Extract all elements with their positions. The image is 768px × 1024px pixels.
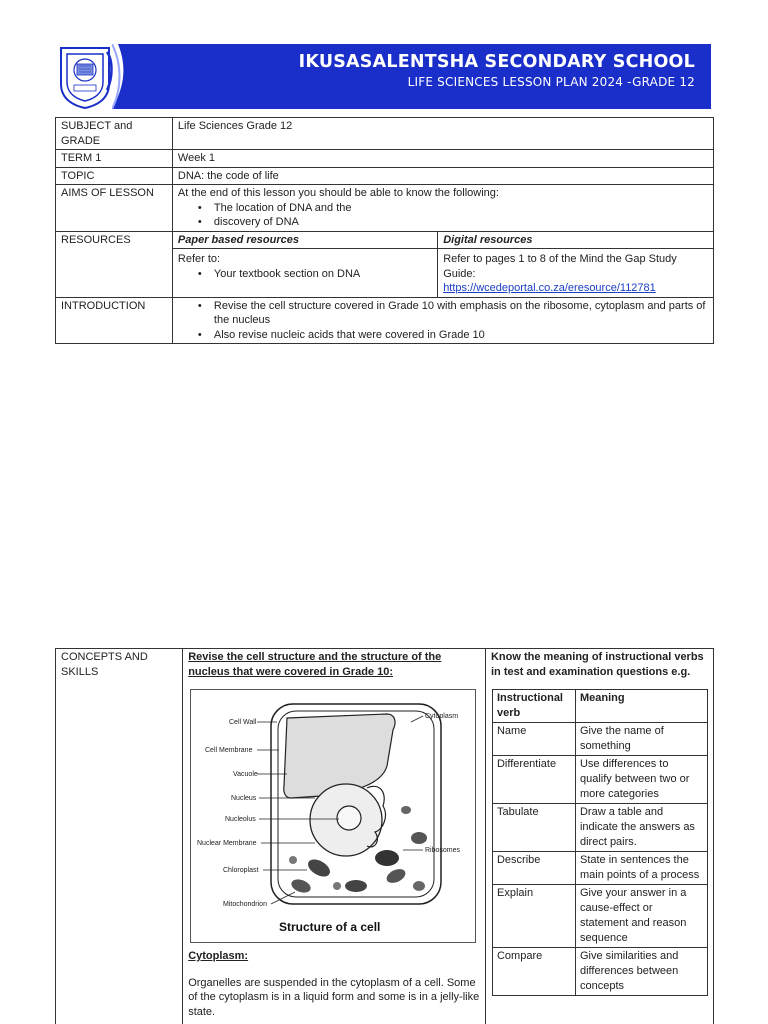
table-row: [56, 150, 714, 168]
aims-label: AIMS OF LESSON: [56, 185, 173, 232]
verbs-heading: Know the meaning of instructional verbs in test and examination questions e.g.: [490, 651, 704, 678]
introduction-list: [178, 299, 708, 343]
meaning-cell: Give your answer in a cause-effect or statement and reason sequence: [575, 885, 707, 948]
digital-resources-cell: [438, 249, 714, 298]
list-item: • discovery of DNA: [178, 215, 708, 230]
digital-resources-heading: Digital resources: [438, 231, 714, 249]
verb-cell: Name: [492, 723, 575, 756]
figure-caption: Structure of a cell: [279, 920, 381, 934]
aims-intro: At the end of this lesson you should be able to know the following:: [177, 187, 499, 199]
list-item: • Revise the cell structure covered in Grade 10 with emphasis on the ribosome, cytoplasm and parts of the nucleus: [178, 299, 708, 328]
verb-cell: Tabulate: [492, 804, 575, 852]
term-label: TERM 1: [56, 150, 173, 168]
aims-cell: [172, 185, 713, 232]
aims-list: [178, 201, 708, 230]
list-item: • Also revise nucleic acids that were covered in Grade 10: [178, 328, 708, 343]
term-value: Week 1: [172, 150, 713, 168]
concepts-cell: [183, 649, 486, 1024]
cell-structure-diagram: [190, 689, 476, 943]
subject-label: SUBJECT and GRADE: [56, 118, 173, 150]
verbs-col2-header: Meaning: [575, 690, 707, 723]
table-row: [56, 167, 714, 185]
list-item: • The location of DNA and the: [178, 201, 708, 216]
school-name: IKUSASALENTSHA SECONDARY SCHOOL: [298, 52, 695, 72]
label-chloroplast: Chloroplast: [223, 867, 259, 874]
resources-label: RESOURCES: [56, 231, 173, 297]
table-row: [56, 297, 714, 344]
verb-cell: Compare: [492, 948, 575, 996]
table-row: [492, 690, 707, 723]
table-row: [56, 185, 714, 232]
label-cytoplasm: Cytoplasm: [425, 713, 459, 720]
paper-list: [178, 267, 432, 282]
label-nucleolus: Nucleolus: [225, 816, 256, 823]
paper-refer: Refer to:: [177, 253, 221, 265]
label-vacuole: Vacuole: [233, 771, 258, 778]
label-cell-membrane: Cell Membrane: [205, 747, 253, 754]
revise-heading: Revise the cell structure and the structure of the nucleus that were covered in Grade 10:: [188, 651, 442, 678]
table-row: [492, 885, 707, 948]
introduction-label: INTRODUCTION: [56, 297, 173, 344]
table-row: [492, 852, 707, 885]
table-row: [56, 231, 714, 249]
verbs-cell: [485, 649, 713, 1024]
table-row: [492, 756, 707, 804]
table-row: [56, 118, 714, 150]
lesson-plan-subtitle: LIFE SCIENCES LESSON PLAN 2024 -GRADE 12: [407, 75, 695, 89]
header-banner: [112, 44, 711, 109]
meaning-cell: Give similarities and differences between concepts: [575, 948, 707, 996]
cytoplasm-heading: Cytoplasm:: [188, 950, 249, 962]
meaning-cell: Give the name of something: [575, 723, 707, 756]
table-row: [56, 649, 714, 1024]
label-mitochondrion: Mitochondrion: [223, 901, 268, 908]
cytoplasm-text: Organelles are suspended in the cytoplasm of a cell. Some of the cytoplasm is in a liquid form and some is in a jelly-like state.: [188, 976, 480, 1018]
concepts-table: [55, 648, 714, 1024]
paper-resources-cell: [172, 249, 437, 298]
table-row: [492, 948, 707, 996]
concepts-label: CONCEPTS AND SKILLS: [56, 649, 183, 1024]
label-nuclear-membrane: Nuclear Membrane: [197, 840, 257, 847]
verb-cell: Describe: [492, 852, 575, 885]
digital-text: Refer to pages 1 to 8 of the Mind the Gap Study Guide:: [443, 253, 677, 280]
paper-resources-heading: Paper based resources: [172, 231, 437, 249]
topic-value: DNA: the code of life: [172, 167, 713, 185]
meaning-cell: Draw a table and indicate the answers as direct pairs.: [575, 804, 707, 852]
meaning-cell: Use differences to qualify between two or more categories: [575, 756, 707, 804]
subject-value: Life Sciences Grade 12: [172, 118, 713, 150]
topic-label: TOPIC: [56, 167, 173, 185]
introduction-cell: [172, 297, 713, 344]
meaning-cell: State in sentences the main points of a process: [575, 852, 707, 885]
verb-cell: Differentiate: [492, 756, 575, 804]
table-row: [492, 804, 707, 852]
list-item: • Your textbook section on DNA: [178, 267, 432, 282]
label-cell-wall: Cell Wall: [229, 719, 257, 726]
label-nucleus: Nucleus: [231, 795, 257, 802]
label-ribosomes: Ribosomes: [425, 847, 461, 854]
table-row: [492, 723, 707, 756]
verbs-table: [492, 689, 708, 996]
school-logo: [55, 44, 115, 110]
digital-resource-link[interactable]: https://wcedeportal.co.za/eresource/112781: [443, 282, 656, 294]
verbs-col1-header: Instructional verb: [492, 690, 575, 723]
verb-cell: Explain: [492, 885, 575, 948]
lesson-info-table: [55, 117, 714, 344]
